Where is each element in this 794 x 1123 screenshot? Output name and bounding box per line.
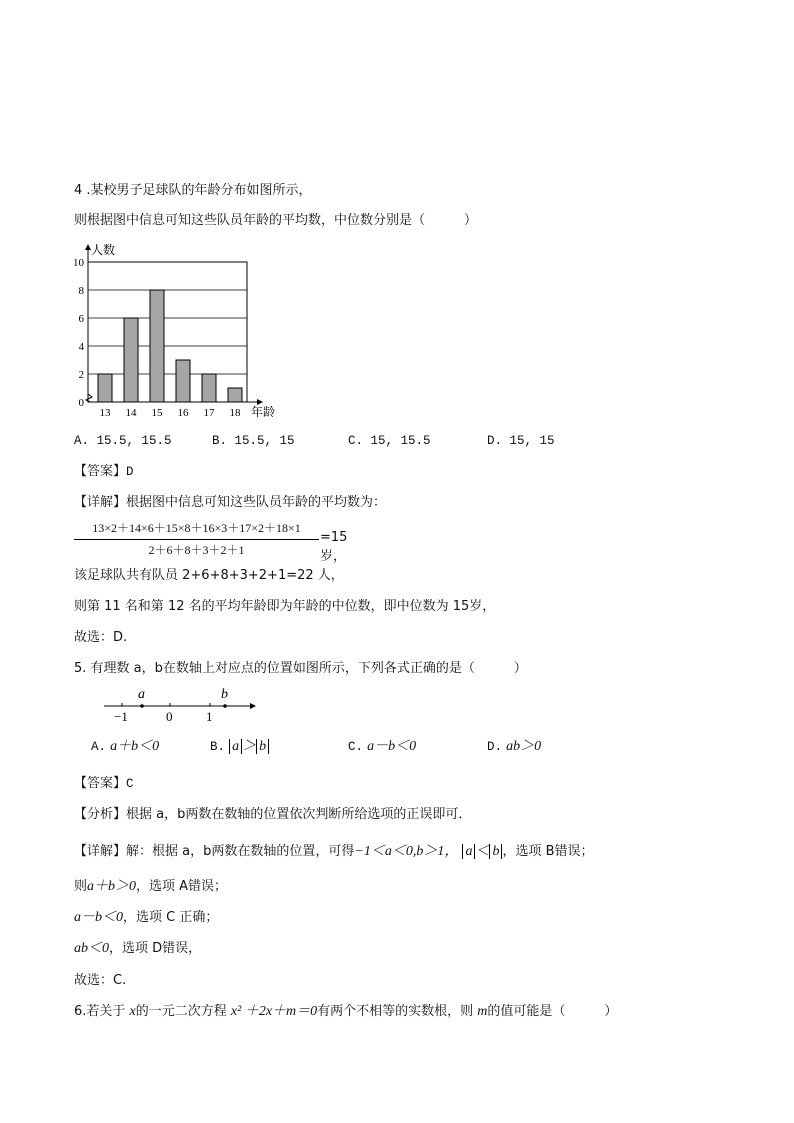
text: 则 [74,879,88,894]
detail-math: −1＜a＜0,b＞1， [354,844,459,859]
q5-detail-line3 [74,909,218,927]
q4-detail-line5: 故选：D. [74,630,128,645]
q4-stem-line1: 4 .某校男子足球队的年龄分布如图所示， [74,183,312,198]
answer-label: 【答案】 [74,464,127,479]
bar-16 [176,360,190,402]
x-axis-label: 年龄 [251,405,276,419]
text: ，选项 A错误； [136,879,228,894]
y-tick-label: 8 [78,285,84,297]
x-tick-label: 14 [125,407,137,419]
option-prefix: C. [348,740,364,754]
math: a－b＜0 [74,910,123,925]
analysis-text: 根据 a，b两数在数轴的位置依次判断所给选项的正误即可． [126,807,472,822]
text: 6.若关于 [74,1004,130,1019]
detail-text: 根据图中信息可知这些队员年龄的平均数为： [126,495,387,510]
fraction-bar [74,539,319,540]
option-prefix: D. [487,740,503,754]
x-tick-label: 13 [99,407,111,419]
q4-detail-line4: 则第 11 名和第 12 名的平均年龄即为年龄的中位数，即中位数为 15岁， [74,599,496,614]
y-tick-label: 2 [78,369,84,381]
q5-analysis [74,806,471,824]
answer-value: D [126,465,134,479]
fraction-denominator: 2＋6＋8＋3＋2＋1 [148,543,245,557]
text: ，选项 D错误， [109,941,202,956]
answer-label: 【答案】 [74,776,127,791]
option-math: ab＞0 [506,739,542,754]
label-b: b [221,687,228,702]
math: ab＜0 [74,941,109,956]
q5-detail-line2 [74,878,227,896]
q5-option-b [210,738,269,756]
q4-option-a: A. 15.5, 15.5 [74,434,172,448]
bar-18 [228,388,242,402]
text: 的值可能是（ ） [487,1004,618,1019]
q4-option-c: C. 15, 15.5 [348,434,431,448]
bar-17 [202,374,216,402]
number-line [100,684,260,724]
label-a: a [138,687,145,702]
analysis-label: 【分析】 [74,807,127,822]
option-math: a＋b＜0 [110,739,160,754]
q5-option-a [91,738,159,756]
x-tick-label: 18 [229,407,241,419]
q6-stem [74,1003,617,1021]
math: a＋b＞0 [87,879,137,894]
bar-13 [98,374,112,402]
age-distribution-bar-chart [60,240,290,422]
q5-answer [74,775,134,793]
label-1: 1 [206,709,213,724]
q5-detail-line5: 故选：C. [74,973,127,988]
y-tick-label: 10 [73,257,84,269]
axis-break [86,394,92,402]
option-math: a－b＜0 [367,739,417,754]
y-tick-label: 6 [78,313,84,325]
abs-b: b [489,844,502,859]
point-a [140,704,144,708]
detail-post: ，选项 B错误； [502,844,594,859]
q5-detail [74,843,594,861]
x-tick-label: 17 [203,407,215,419]
text: ，选项 C 正确； [123,910,219,925]
q4-detail [74,494,386,512]
label-neg1: −1 [114,709,128,724]
var-x: x [129,1004,136,1019]
detail-label: 【详解】 [74,844,127,859]
q4-detail-line3: 该足球队共有队员 2+6+8+3+2+1=22 人， [74,568,344,583]
equation: x² ＋2x＋m＝0 [230,1004,318,1019]
detail-label: 【详解】 [74,495,127,510]
abs-a: a [462,844,475,859]
q4-answer [74,463,134,481]
abs-a: a [229,739,242,754]
fraction-result: =15岁， [320,530,348,564]
option-prefix: A. [91,740,107,754]
q5-stem: 5. 有理数 a，b在数轴上对应点的位置如图所示，下列各式正确的是（ ） [74,661,527,676]
q5-detail-line4 [74,940,201,958]
q4-option-d: D. 15, 15 [487,434,555,448]
bar-14 [124,318,138,402]
answer-value: C [126,777,134,791]
q4-option-b: B. 15.5, 15 [212,434,295,448]
abs-b: b [256,739,269,754]
lt-sign: ＜ [475,844,490,859]
q5-option-c [348,738,416,756]
y-tick-label: 4 [78,341,84,353]
bar-15 [150,290,164,402]
option-prefix: B. [210,740,226,754]
fraction-numerator: 13×2＋14×6＋15×8＋16×3＋17×2＋18×1 [92,521,301,535]
text: 的一元二次方程 [135,1004,231,1019]
gt-sign: ＞ [242,739,257,754]
text: 有两个不相等的实数根，则 [317,1004,478,1019]
q4-stem-line2: 则根据图中信息可知这些队员年龄的平均数，中位数分别是（ ） [74,213,478,228]
var-m: m [477,1004,488,1019]
x-tick-label: 15 [151,407,163,419]
y-tick-label: 0 [78,397,84,409]
point-b [223,704,227,708]
y-axis-label: 人数 [91,243,116,257]
label-0: 0 [166,709,173,724]
x-tick-label: 16 [177,407,189,419]
number-line-arrow [250,703,256,709]
detail-pre: 解：根据 a，b两数在数轴的位置，可得 [126,844,355,859]
q5-option-d [487,738,541,756]
